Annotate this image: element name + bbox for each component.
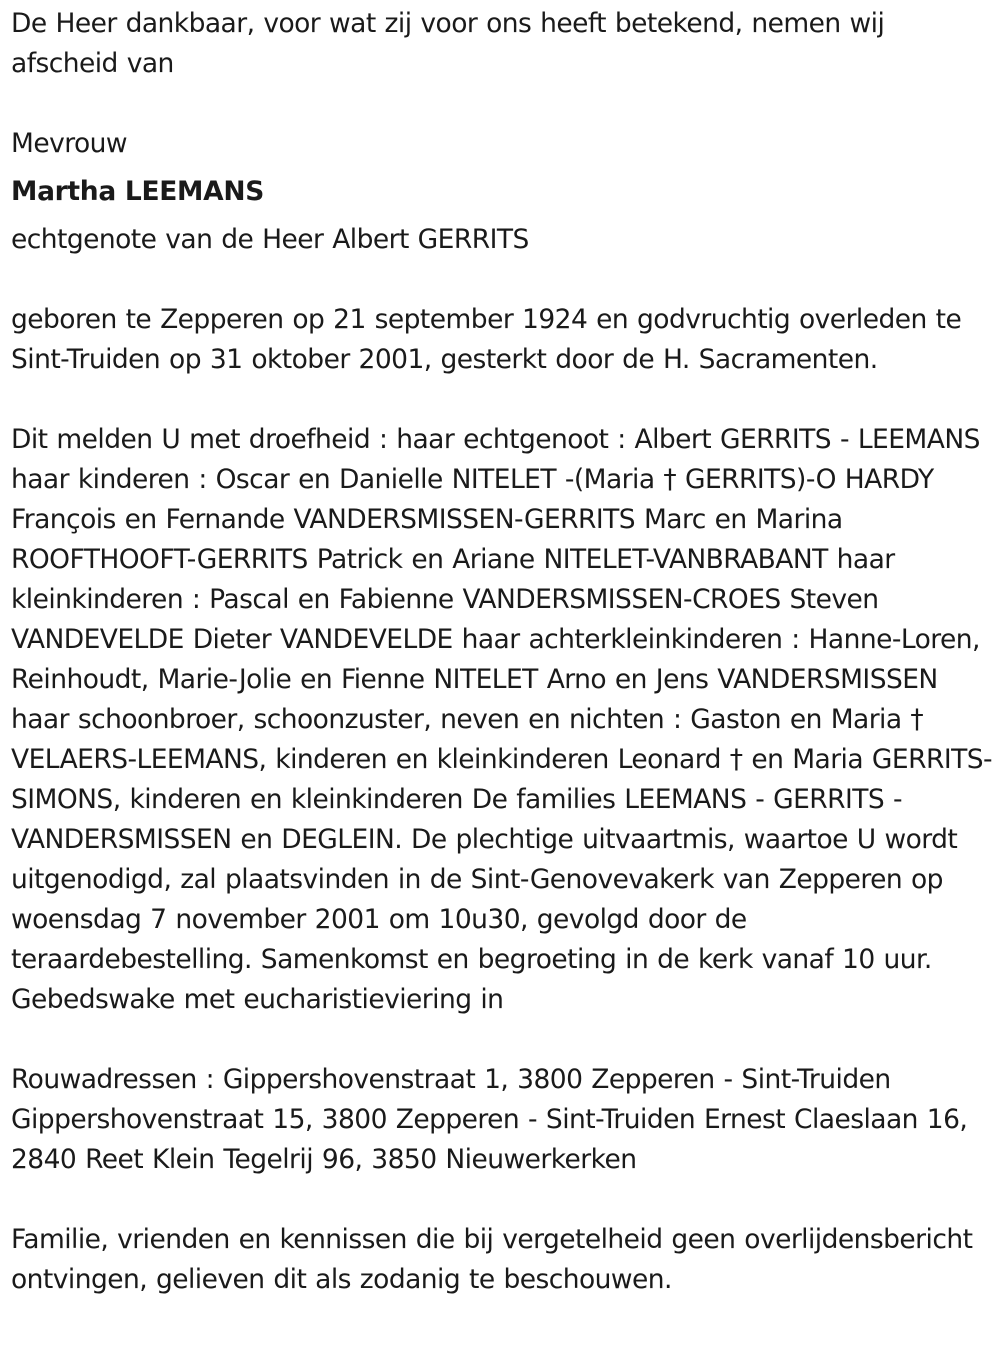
- birth-death-text: geboren te Zepperen op 21 september 1924 en godvruchtig overleden te Sint-Truiden op 31 oktober 2001, gesterkt door de H. Sacramenten.: [11, 304, 962, 375]
- obituary-document: [11, 4, 995, 1300]
- spacer: [11, 1180, 995, 1220]
- spacer: [11, 380, 995, 420]
- deceased-name: Martha LEEMANS: [11, 176, 264, 207]
- intro-text: De Heer dankbaar, voor wat zij voor ons heeft betekend, nemen wij afscheid van: [11, 8, 885, 79]
- spouse-line: echtgenote van de Heer Albert GERRITS: [11, 224, 529, 255]
- condolence-addresses: Rouwadressen : Gippershovenstraat 1, 3800 Zepperen - Sint-Truiden Gippershovenstraat 15, 3800 Zepperen - Sint-Truiden Ernest Claeslaan 16, 2840 Reet Klein Tegelrij 96, 3850 Nieuwerkerken: [11, 1064, 968, 1175]
- salutation: Mevrouw: [11, 128, 127, 159]
- spacer: [11, 1020, 995, 1060]
- spacer: [11, 84, 995, 124]
- spacer: [11, 260, 995, 300]
- announcement-text: Dit melden U met droefheid : haar echtgenoot : Albert GERRITS - LEEMANS haar kinderen : Oscar en Danielle NITELET -(Maria † GERRITS)-O HARDY François en Fernande VANDERSMISSEN-GERRITS Marc en Marina ROOFTHOOFT-GERRITS Patrick en Ariane NITELET-VANBRABANT haar kleinkinderen : Pascal en Fabienne VANDERSMISSEN-CROES Steven VANDEVELDE Dieter VANDEVELDE haar achterkleinkinderen : Hanne-Loren, Reinhoudt, Marie-Jolie en Fienne NITELET Arno en Jens VANDERSMISSEN haar schoonbroer, schoonzuster, neven en nichten : Gaston en Maria † VELAERS-LEEMANS, kinderen en kleinkinderen Leonard † en Maria GERRITS-SIMONS, kinderen en kleinkinderen De families LEEMANS - GERRITS - VANDERSMISSEN en DEGLEIN. De plechtige uitvaartmis, waartoe U wordt uitgenodigd, zal plaatsvinden in de Sint-Genovevakerk van Zepperen op woensdag 7 november 2001 om 10u30, gevolgd door de teraardebestelling. Samenkomst en begroeting in de kerk vanaf 10 uur. Gebedswake met eucharistieviering in: [11, 424, 993, 1015]
- closing-text: Familie, vrienden en kennissen die bij vergetelheid geen overlijdensbericht ontvingen, gelieven dit als zodanig te beschouwen.: [11, 1224, 973, 1295]
